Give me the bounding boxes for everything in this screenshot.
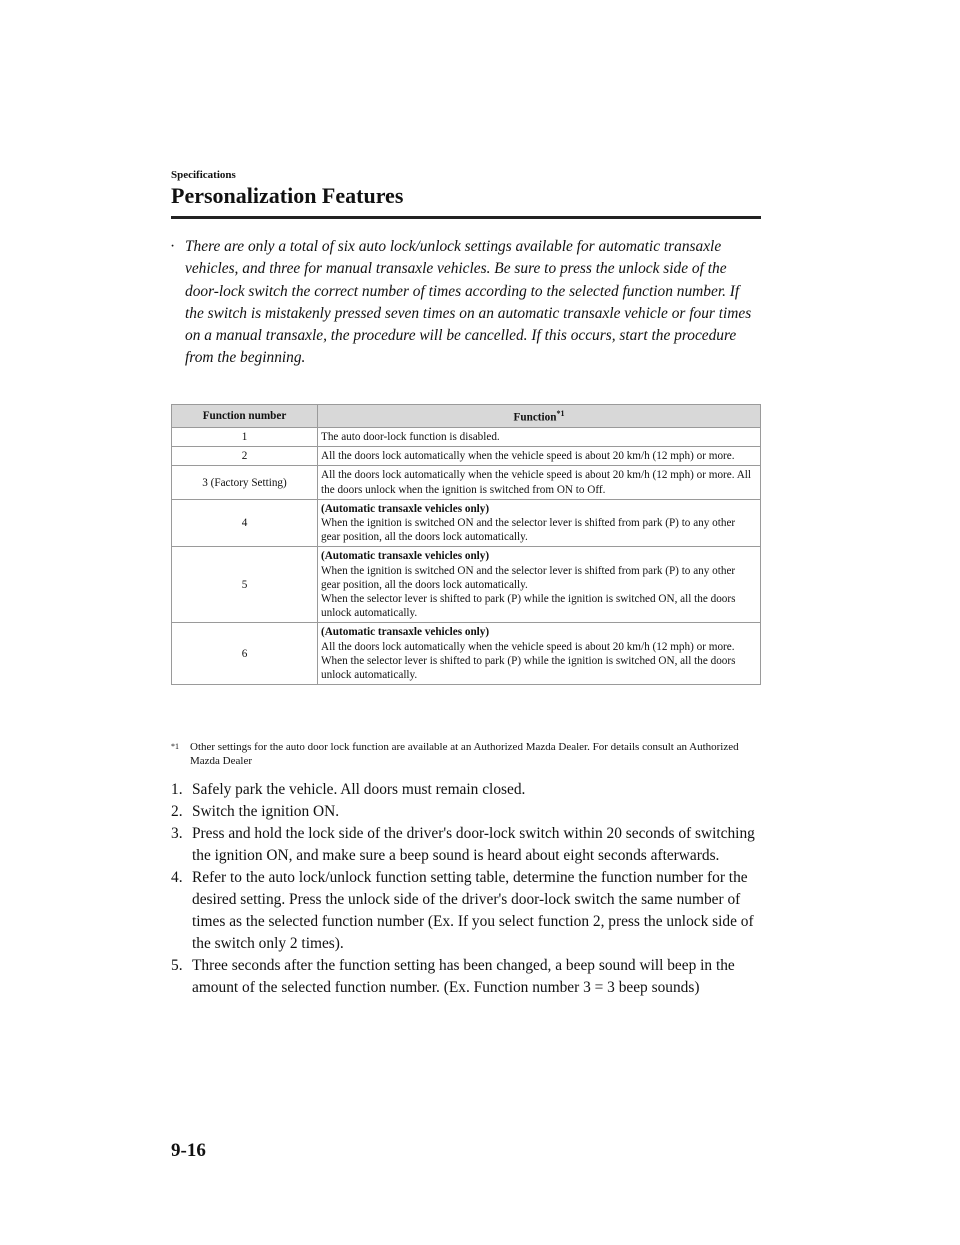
description-line: All the doors lock automatically when the vehicle speed is about 20 km/h (12 mph) or more. [321, 450, 735, 463]
footnote-reference: *1 [556, 409, 565, 419]
function-description-cell [318, 428, 761, 447]
description-line: When the selector lever is shifted to park (P) while the ignition is switched ON, all the doors unlock automatically. [321, 654, 736, 682]
table-body [172, 428, 761, 685]
procedure-steps [171, 779, 761, 999]
bullet-icon: · [170, 238, 176, 255]
caution-note [170, 236, 760, 370]
title-divider [171, 216, 761, 219]
table-header-row [172, 405, 761, 428]
function-number-cell: 4 [172, 499, 318, 547]
function-description-cell [318, 623, 761, 685]
footnote-mark: *1 [171, 742, 179, 751]
table-row [172, 499, 761, 547]
page-title: Personalization Features [171, 183, 404, 208]
step-text: Refer to the auto lock/unlock function setting table, determine the function number for the desired setting. Press the unlock side of the driver's door-lock switch the same number of times as the selected function number (Ex. If you select function 2, press the unlock side of the switch only 2 times). [192, 869, 754, 952]
table-row [172, 447, 761, 466]
step-number: 5. [171, 957, 183, 974]
column-header-function [318, 405, 761, 428]
description-line: All the doors lock automatically when the vehicle speed is about 20 km/h (12 mph) or more. [321, 640, 735, 653]
table-row [172, 623, 761, 685]
list-item [171, 779, 761, 801]
step-text: Switch the ignition ON. [192, 803, 340, 820]
step-number: 4. [171, 869, 183, 886]
list-item [171, 801, 761, 823]
function-number-cell: 5 [172, 547, 318, 623]
description-line: When the ignition is switched ON and the selector lever is shifted from park (P) to any other gear position, all the doors lock automatically. [321, 517, 736, 544]
function-description-cell [318, 499, 761, 547]
list-item [171, 955, 761, 999]
section-label: Specifications [171, 169, 236, 181]
footnote-text: Other settings for the auto door lock function are available at an Authorized Mazda Dealer. For details consult an Authorized Mazda Dealer [190, 741, 739, 767]
function-number-cell: 6 [172, 623, 318, 685]
description-heading: (Automatic transaxle vehicles only) [321, 626, 490, 639]
step-text: Safely park the vehicle. All doors must remain closed. [192, 781, 526, 798]
note-text: There are only a total of six auto lock/unlock settings available for automatic transaxle vehicles, and three for manual transaxle vehicles. Be sure to press the unlock side of the door-lock switch the correct number of times according to the selected function number. If the switch is mistakenly pressed seven times on an automatic transaxle vehicle or four times on a manual transaxle, the procedure will be cancelled. If this occurs, start the procedure from the beginning. [185, 238, 752, 367]
function-description-cell [318, 466, 761, 499]
description-line: The auto door-lock function is disabled. [321, 431, 500, 443]
column-header-function-label: Function [513, 411, 557, 424]
table-row [172, 466, 761, 499]
table-footnote [171, 740, 761, 768]
step-text: Press and hold the lock side of the driver's door-lock switch within 20 seconds of switching the ignition ON, and make sure a beep sound is heard about eight seconds afterwards. [192, 825, 755, 864]
column-header-function-number: Function number [172, 405, 318, 428]
function-description-cell [318, 547, 761, 623]
description-line: All the doors lock automatically when the vehicle speed is about 20 km/h (12 mph) or more. All the doors unlock when the ignition is switched from ON to Off. [321, 469, 752, 496]
table-row [172, 428, 761, 447]
description-line: When the ignition is switched ON and the selector lever is shifted from park (P) to any other gear position, all the doors lock automatically. [321, 564, 736, 591]
function-number-cell: 1 [172, 428, 318, 447]
step-text: Three seconds after the function setting has been changed, a beep sound will beep in the amount of the selected function number. (Ex. Function number 3 = 3 beep sounds) [192, 957, 735, 996]
description-line: When the selector lever is shifted to park (P) while the ignition is switched ON, all the doors unlock automatically. [321, 593, 736, 620]
function-number-cell: 2 [172, 447, 318, 466]
function-number-cell: 3 (Factory Setting) [172, 466, 318, 499]
step-number: 1. [171, 781, 183, 798]
page-number: 9-16 [171, 1140, 206, 1161]
list-item [171, 823, 761, 867]
step-number: 3. [171, 825, 183, 842]
function-description-cell [318, 447, 761, 466]
step-number: 2. [171, 803, 183, 820]
function-table [171, 404, 761, 685]
table-row [172, 547, 761, 623]
description-heading: (Automatic transaxle vehicles only) [321, 550, 490, 563]
list-item [171, 867, 761, 955]
description-heading: (Automatic transaxle vehicles only) [321, 502, 490, 515]
